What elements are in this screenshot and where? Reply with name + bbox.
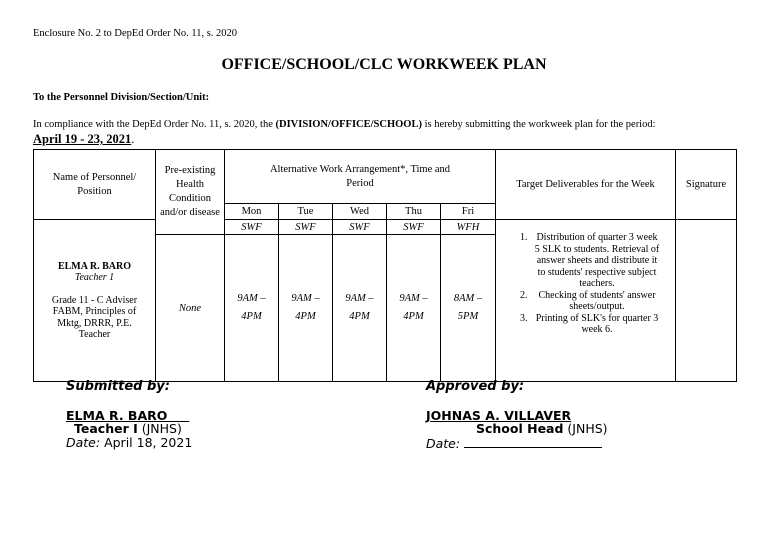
header-health-condition: Pre-existing Health Condition and/or disease	[156, 150, 225, 235]
time-mon	[225, 235, 279, 382]
header-name-position: Name of Personnel/ Position	[34, 150, 156, 220]
approver-position-title: School Head	[476, 421, 564, 436]
time-thu	[387, 235, 441, 382]
approver-name: JOHNAS A. VILLAVER	[426, 408, 572, 423]
period-date: April 19 - 23, 2021	[33, 132, 132, 146]
header-deliverables: Target Deliverables for the Week	[496, 150, 676, 220]
arrangement-wed: SWF	[333, 220, 387, 235]
time-end: 4PM	[349, 311, 370, 322]
time-end: 4PM	[241, 311, 262, 322]
day-mon: Mon	[225, 204, 279, 220]
approver-position-school: (JNHS)	[563, 421, 608, 436]
arrangement-thu: SWF	[387, 220, 441, 235]
submitter-date	[66, 435, 192, 450]
approved-by-label: Approved by:	[426, 379, 525, 394]
submitter-date-value: April 18, 2021	[100, 435, 193, 450]
period-line	[33, 132, 134, 147]
deliverables-list	[496, 232, 661, 336]
time-end: 5PM	[457, 311, 479, 322]
personnel-name: ELMA R. BARO	[57, 260, 132, 272]
submitter-name: ELMA R. BARO	[66, 408, 190, 423]
page-title: OFFICE/SCHOOL/CLC WORKWEEK PLAN	[221, 56, 547, 73]
approver-date-blank	[464, 435, 602, 448]
signature-cell	[676, 220, 737, 382]
day-tue: Tue	[279, 204, 333, 220]
submitter-position	[74, 421, 182, 436]
personnel-assignment: Grade 11 - C Adviser FABM, Principles of Mktg, DRRR, P.E. Teacher	[51, 294, 138, 340]
time-start: 8AM –	[453, 293, 483, 304]
compliance-pre: In compliance with the DepEd Order No. 11, s. 2020, the	[33, 119, 276, 130]
arrangement-fri: WFH	[441, 220, 496, 235]
deliverables-cell	[496, 220, 676, 382]
submitter-position-school: (JNHS)	[137, 421, 182, 436]
deliverable-item: 1. Distribution of quarter 3 week 5 SLK to students. Retrieval of answer sheets and distribute it to students' respective subject teachers.	[530, 232, 661, 290]
deliverable-item: 3. Printing of SLK's for quarter 3 week 6.	[530, 313, 661, 336]
day-fri: Fri	[441, 204, 496, 220]
time-tue	[279, 235, 333, 382]
time-start: 9AM –	[291, 293, 320, 304]
approver-date	[426, 435, 602, 451]
arrangement-tue: SWF	[279, 220, 333, 235]
approver-date-label: Date:	[426, 436, 461, 451]
time-fri	[441, 235, 496, 382]
deliverable-item: 2. Checking of students' answer sheets/output.	[530, 290, 661, 313]
approver-position	[476, 421, 608, 436]
submitted-by-label: Submitted by:	[66, 379, 170, 394]
header-work-arrangement: Alternative Work Arrangement*, Time and Period	[225, 150, 496, 204]
arrangement-mon: SWF	[225, 220, 279, 235]
workweek-plan-table	[33, 149, 737, 382]
time-start: 9AM –	[399, 293, 428, 304]
submitter-date-label: Date:	[66, 435, 101, 450]
time-end: 4PM	[295, 311, 316, 322]
personnel-cell	[34, 220, 156, 382]
day-wed: Wed	[333, 204, 387, 220]
period-end: .	[131, 132, 135, 146]
personnel-title: Teacher 1	[74, 272, 115, 283]
enclosure-note: Enclosure No. 2 to DepEd Order No. 11, s. 2020	[33, 28, 238, 39]
compliance-post: is hereby submitting the workweek plan for the period:	[421, 119, 656, 130]
compliance-office: (DIVISION/OFFICE/SCHOOL)	[275, 119, 422, 130]
health-condition-value: None	[156, 235, 225, 382]
submitter-position-title: Teacher I	[74, 421, 138, 436]
time-end: 4PM	[403, 311, 424, 322]
compliance-statement	[33, 119, 656, 130]
addressee-line: To the Personnel Division/Section/Unit:	[33, 92, 210, 103]
time-start: 9AM –	[237, 293, 266, 304]
time-start: 9AM –	[345, 293, 374, 304]
header-signature: Signature	[676, 150, 737, 220]
time-wed	[333, 235, 387, 382]
day-thu: Thu	[387, 204, 441, 220]
